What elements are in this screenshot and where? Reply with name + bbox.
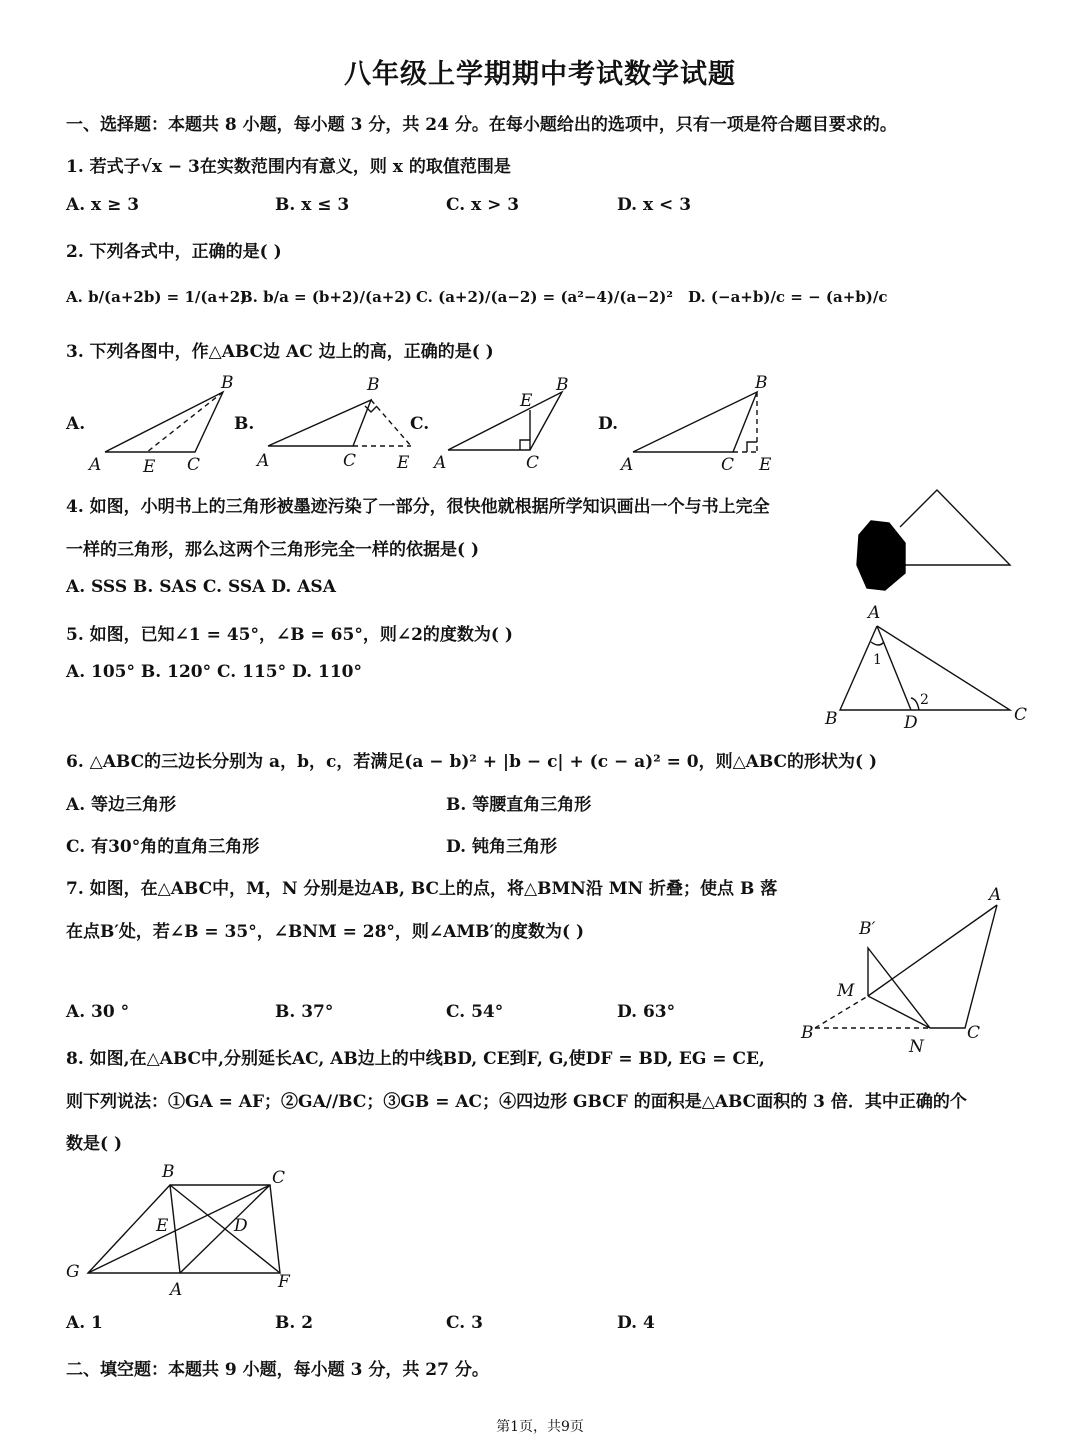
q8-option-d: D. 4 <box>617 1313 655 1333</box>
q8-figure <box>60 1155 310 1305</box>
page-title: 八年级上学期期中考试数学试题 <box>344 59 736 90</box>
q8-option-a: A. 1 <box>66 1313 103 1333</box>
q7-stem-line2: 在点B′处，若∠B = 35°，∠BNM = 28°，则∠AMB′的度数为( ) <box>66 922 585 942</box>
q8-option-c: C. 3 <box>446 1313 483 1333</box>
q3-option-d: D. <box>598 414 619 434</box>
q6-option-c: C. 有30°角的直角三角形 <box>66 837 260 857</box>
q7-option-d: D. 63° <box>617 1002 676 1022</box>
q7-option-b: B. 37° <box>275 1002 334 1022</box>
q3-figure-a <box>85 370 235 480</box>
q1-option-c: C. x > 3 <box>446 195 520 215</box>
q3-figure-d <box>615 370 785 480</box>
q7-stem-line1: 7. 如图，在△ABC中，M，N 分别是边AB, BC上的点，将△BMN沿 MN 折叠；使点 B 落 <box>66 879 778 899</box>
q3d-label-a: A <box>621 455 634 475</box>
q5-label-c: C <box>1014 705 1028 725</box>
q1-option-b: B. x ≤ 3 <box>275 195 350 215</box>
q7-label-c: C <box>967 1023 981 1043</box>
q3b-label-b: B <box>367 375 380 395</box>
q2-option-b: B. b/a = (b+2)/(a+2) <box>240 288 412 306</box>
q3-stem: 3. 下列各图中，作△ABC边 AC 边上的高，正确的是( ) <box>66 342 494 362</box>
q8-label-g: G <box>66 1262 80 1282</box>
q7-label-m: M <box>837 981 855 1001</box>
q7-label-a: A <box>989 885 1002 905</box>
q6-stem: 6. △ABC的三边长分别为 a，b，c，若满足(a − b)² + |b − c| + (c − a)² = 0，则△ABC的形状为( ) <box>66 752 878 772</box>
q3c-label-b: B <box>556 375 569 395</box>
q8-label-a: A <box>170 1280 183 1300</box>
q4-options: A. SSS B. SAS C. SSA D. ASA <box>66 577 336 597</box>
q3-figure-b <box>253 370 423 480</box>
q3a-label-e: E <box>143 457 156 477</box>
q8-label-b: B <box>162 1162 175 1182</box>
q8-stem-line1: 8. 如图,在△ABC中,分别延长AC, AB边上的中线BD, CE到F, G,使DF = BD, EG = CE, <box>66 1049 765 1069</box>
q8-label-c: C <box>272 1168 286 1188</box>
q3a-label-a: A <box>89 455 102 475</box>
q5-label-b: B <box>825 709 838 729</box>
q3a-label-b: B <box>221 373 234 393</box>
q2-option-a: A. b/(a+2b) = 1/(a+2) <box>66 288 248 306</box>
q3d-label-e: E <box>759 455 772 475</box>
q2-option-d: D. (−a+b)/c = − (a+b)/c <box>688 288 888 306</box>
q7-label-n: N <box>909 1037 924 1057</box>
q8-option-b: B. 2 <box>275 1313 314 1333</box>
q4-figure-ink-stain-triangle <box>855 485 1025 595</box>
q8-label-e: E <box>156 1216 169 1236</box>
q8-stem-line2: 则下列说法：①GA = AF；②GA//BC；③GB = AC；④四边形 GBCF 的面积是△ABC面积的 3 倍．其中正确的个 <box>66 1092 967 1112</box>
q6-option-a: A. 等边三角形 <box>66 795 177 815</box>
q6-option-d: D. 钝角三角形 <box>446 837 557 857</box>
q3d-label-c: C <box>721 455 735 475</box>
q8-stem-line3: 数是( ) <box>66 1134 123 1154</box>
q3c-label-a: A <box>434 453 447 473</box>
q2-option-c: C. (a+2)/(a−2) = (a²−4)/(a−2)² <box>416 288 673 306</box>
ink-blot <box>857 521 905 590</box>
q5-figure <box>815 598 1035 738</box>
q7-label-b: B <box>801 1023 814 1043</box>
q4-stem-line2: 一样的三角形，那么这两个三角形完全一样的依据是( ) <box>66 540 480 560</box>
q4-stem-line1: 4. 如图，小明书上的三角形被墨迹污染了一部分，很快他就根据所学知识画出一个与书上完全 <box>66 497 770 517</box>
q8-label-f: F <box>278 1272 290 1292</box>
q3-option-b: B. <box>234 414 255 434</box>
q3b-label-a: A <box>257 451 270 471</box>
q5-options: A. 105° B. 120° C. 115° D. 110° <box>66 662 362 682</box>
q5-stem: 5. 如图，已知∠1 = 45°，∠B = 65°，则∠2的度数为( ) <box>66 625 513 645</box>
q3c-label-e: E <box>520 391 533 411</box>
q7-figure <box>795 880 1025 1060</box>
q6-option-b: B. 等腰直角三角形 <box>446 795 592 815</box>
q7-option-a: A. 30 ° <box>66 1002 130 1022</box>
q5-label-angle-2: 2 <box>920 692 929 708</box>
section-1-header: 一、选择题：本题共 8 小题，每小题 3 分，共 24 分。在每小题给出的选项中，只有一项是符合题目要求的。 <box>66 115 897 135</box>
q3c-label-c: C <box>526 453 540 473</box>
q8-label-d: D <box>234 1216 248 1236</box>
q3b-label-e: E <box>397 453 410 473</box>
q3b-label-c: C <box>343 451 357 471</box>
section-2-header: 二、填空题：本题共 9 小题，每小题 3 分，共 27 分。 <box>66 1360 489 1380</box>
q5-label-d: D <box>904 713 918 733</box>
q2-stem: 2. 下列各式中，正确的是( ) <box>66 242 282 262</box>
q3-option-a: A. <box>66 414 86 434</box>
q7-label-b-prime: B′ <box>859 919 876 939</box>
q3d-label-b: B <box>755 373 768 393</box>
q1-stem: 1. 若式子√x − 3在实数范围内有意义，则 x 的取值范围是 <box>66 157 511 177</box>
q7-option-c: C. 54° <box>446 1002 504 1022</box>
page-footer: 第1页，共9页 <box>496 1419 584 1435</box>
q1-option-d: D. x < 3 <box>617 195 692 215</box>
q5-label-a: A <box>868 603 881 623</box>
q3-option-c: C. <box>410 414 430 434</box>
q5-label-angle-1: 1 <box>873 652 882 668</box>
q3a-label-c: C <box>187 455 201 475</box>
q1-option-a: A. x ≥ 3 <box>66 195 140 215</box>
q3-figure-c <box>430 370 580 480</box>
